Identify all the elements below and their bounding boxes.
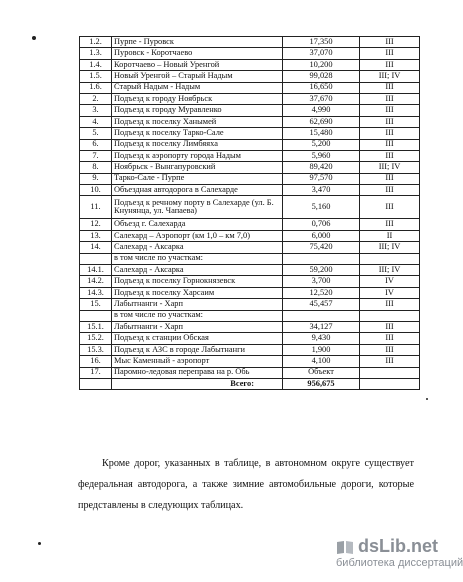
road-length: 37,670 bbox=[283, 93, 360, 104]
row-number: 2. bbox=[80, 93, 112, 104]
road-name: Объездная автодорога в Салехарде bbox=[112, 185, 283, 196]
table-row bbox=[80, 321, 420, 332]
row-number: 4. bbox=[80, 116, 112, 127]
total-label: Всего: bbox=[112, 378, 283, 389]
row-number: 14.3. bbox=[80, 287, 112, 298]
road-name: Подъезд к городу Муравленко bbox=[112, 105, 283, 116]
row-number: 14. bbox=[80, 242, 112, 253]
road-category: IV bbox=[360, 276, 420, 287]
row-number bbox=[80, 310, 112, 321]
road-length: 3,470 bbox=[283, 185, 360, 196]
road-length: 59,200 bbox=[283, 265, 360, 276]
road-category: III bbox=[360, 150, 420, 161]
row-number: 1.2. bbox=[80, 37, 112, 48]
row-number: 10. bbox=[80, 185, 112, 196]
road-name: Подъезд к поселку Лимбяяха bbox=[112, 139, 283, 150]
road-length: 0,706 bbox=[283, 219, 360, 230]
table-row bbox=[80, 253, 420, 264]
table-row bbox=[80, 116, 420, 127]
road-category: III; IV bbox=[360, 242, 420, 253]
road-category: III bbox=[360, 196, 420, 219]
road-length: 1,900 bbox=[283, 344, 360, 355]
road-name: Объезд г. Салехарда bbox=[112, 219, 283, 230]
road-category bbox=[360, 310, 420, 321]
road-category: III bbox=[360, 105, 420, 116]
road-length: 45,457 bbox=[283, 299, 360, 310]
road-category: III; IV bbox=[360, 71, 420, 82]
road-name: в том числе по участкам: bbox=[112, 310, 283, 321]
table-row bbox=[80, 82, 420, 93]
scan-speck bbox=[32, 36, 36, 40]
row-number: 15. bbox=[80, 299, 112, 310]
roads-table-body bbox=[80, 37, 420, 379]
road-length bbox=[283, 253, 360, 264]
road-name: Подъезд к станции Обская bbox=[112, 333, 283, 344]
road-category: III; IV bbox=[360, 162, 420, 173]
road-category bbox=[360, 367, 420, 378]
road-name: Тарко-Сале - Пурпе bbox=[112, 173, 283, 184]
road-category: III bbox=[360, 82, 420, 93]
road-length: 97,570 bbox=[283, 173, 360, 184]
table-row bbox=[80, 37, 420, 48]
road-name: Подъезд к поселку Тарко-Сале bbox=[112, 128, 283, 139]
road-category: III bbox=[360, 116, 420, 127]
table-row bbox=[80, 59, 420, 70]
road-name: Пурпе - Пуровск bbox=[112, 37, 283, 48]
road-name: в том числе по участкам: bbox=[112, 253, 283, 264]
table-row bbox=[80, 344, 420, 355]
road-length: 16,650 bbox=[283, 82, 360, 93]
table-row bbox=[80, 93, 420, 104]
row-number: 15.3. bbox=[80, 344, 112, 355]
table-row bbox=[80, 299, 420, 310]
table-row bbox=[80, 242, 420, 253]
watermark bbox=[336, 536, 463, 576]
row-number bbox=[80, 253, 112, 264]
road-name: Салехард – Аэропорт (км 1,0 – км 7,0) bbox=[112, 230, 283, 241]
table-row bbox=[80, 139, 420, 150]
table-row bbox=[80, 333, 420, 344]
total-num-cell bbox=[80, 378, 112, 389]
road-length: 34,127 bbox=[283, 321, 360, 332]
total-value: 956,675 bbox=[283, 378, 360, 389]
road-length: 75,420 bbox=[283, 242, 360, 253]
road-category: III bbox=[360, 173, 420, 184]
road-category: III bbox=[360, 321, 420, 332]
road-length bbox=[283, 310, 360, 321]
table-row bbox=[80, 367, 420, 378]
road-category: III bbox=[360, 333, 420, 344]
road-category: III bbox=[360, 299, 420, 310]
road-name: Паромно-ледовая переправа на р. Обь bbox=[112, 367, 283, 378]
watermark-logo: dsLib.net bbox=[358, 536, 438, 556]
road-length: 5,200 bbox=[283, 139, 360, 150]
row-number: 8. bbox=[80, 162, 112, 173]
row-number: 14.1. bbox=[80, 265, 112, 276]
row-number: 15.2. bbox=[80, 333, 112, 344]
table-row bbox=[80, 105, 420, 116]
road-name: Новый Уренгой – Старый Надым bbox=[112, 71, 283, 82]
row-number: 1.3. bbox=[80, 48, 112, 59]
scan-speck bbox=[38, 542, 41, 545]
road-category bbox=[360, 253, 420, 264]
road-name: Старый Надым - Надым bbox=[112, 82, 283, 93]
road-length: 4,100 bbox=[283, 356, 360, 367]
road-name: Салехард - Аксарка bbox=[112, 242, 283, 253]
table-row bbox=[80, 356, 420, 367]
road-length: 37,070 bbox=[283, 48, 360, 59]
road-category: III bbox=[360, 37, 420, 48]
table-row bbox=[80, 276, 420, 287]
road-length: 89,420 bbox=[283, 162, 360, 173]
table-row bbox=[80, 219, 420, 230]
road-category: III bbox=[360, 48, 420, 59]
road-length: 3,700 bbox=[283, 276, 360, 287]
road-category: IV bbox=[360, 287, 420, 298]
road-name: Подъезд к речному порту в Салехарде (ул. Б. Кнунянца, ул. Чапаева) bbox=[112, 196, 283, 219]
table-row bbox=[80, 150, 420, 161]
road-category: III bbox=[360, 128, 420, 139]
table-row bbox=[80, 185, 420, 196]
road-name: Подъезд к АЗС в городе Лабытнанги bbox=[112, 344, 283, 355]
road-category: III bbox=[360, 139, 420, 150]
table-row bbox=[80, 173, 420, 184]
road-name: Коротчаево – Новый Уренгой bbox=[112, 59, 283, 70]
book-icon bbox=[336, 539, 354, 555]
table-row bbox=[80, 48, 420, 59]
row-number: 5. bbox=[80, 128, 112, 139]
road-length: 4,990 bbox=[283, 105, 360, 116]
road-length: 5,160 bbox=[283, 196, 360, 219]
row-number: 12. bbox=[80, 219, 112, 230]
row-number: 11. bbox=[80, 196, 112, 219]
row-number: 1.5. bbox=[80, 71, 112, 82]
road-name: Пуровск - Коротчаево bbox=[112, 48, 283, 59]
table-row bbox=[80, 128, 420, 139]
row-number: 6. bbox=[80, 139, 112, 150]
total-row bbox=[80, 378, 420, 389]
row-number: 1.4. bbox=[80, 59, 112, 70]
road-name: Салехард - Аксарка bbox=[112, 265, 283, 276]
watermark-subtitle: библиотека диссертаций bbox=[336, 557, 463, 569]
road-name: Подъезд к аэропорту города Надым bbox=[112, 150, 283, 161]
road-category: II bbox=[360, 230, 420, 241]
road-length: 10,200 bbox=[283, 59, 360, 70]
road-name: Лабытнанги - Харп bbox=[112, 321, 283, 332]
road-length: 17,350 bbox=[283, 37, 360, 48]
road-name: Подъезд к поселку Горнокнязевск bbox=[112, 276, 283, 287]
row-number: 13. bbox=[80, 230, 112, 241]
road-category: III bbox=[360, 344, 420, 355]
table-row bbox=[80, 71, 420, 82]
body-paragraph: Кроме дорог, указанных в таблице, в автономном округе существует федеральная автодорога, а также зимние автомобильные дороги, которые представлены в следующих таблицах. bbox=[78, 458, 414, 511]
table-row bbox=[80, 196, 420, 219]
road-length: Объект bbox=[283, 367, 360, 378]
road-length: 5,960 bbox=[283, 150, 360, 161]
row-number: 7. bbox=[80, 150, 112, 161]
road-category: III bbox=[360, 356, 420, 367]
row-number: 9. bbox=[80, 173, 112, 184]
road-length: 9,430 bbox=[283, 333, 360, 344]
road-name: Ноябрьск - Вынгапуровский bbox=[112, 162, 283, 173]
table-row bbox=[80, 287, 420, 298]
table-row bbox=[80, 310, 420, 321]
road-length: 6,000 bbox=[283, 230, 360, 241]
road-name: Лабытнанги - Харп bbox=[112, 299, 283, 310]
road-category: III bbox=[360, 219, 420, 230]
row-number: 16. bbox=[80, 356, 112, 367]
road-length: 15,480 bbox=[283, 128, 360, 139]
table-row bbox=[80, 265, 420, 276]
road-length: 62,690 bbox=[283, 116, 360, 127]
roads-table bbox=[79, 36, 420, 390]
road-name: Подъезд к поселку Харсаим bbox=[112, 287, 283, 298]
road-length: 12,520 bbox=[283, 287, 360, 298]
scan-speck bbox=[426, 398, 428, 400]
road-category: III bbox=[360, 185, 420, 196]
road-category: III bbox=[360, 59, 420, 70]
row-number: 14.2. bbox=[80, 276, 112, 287]
row-number: 3. bbox=[80, 105, 112, 116]
table-row bbox=[80, 230, 420, 241]
road-name: Подъезд к поселку Ханымей bbox=[112, 116, 283, 127]
road-category: III; IV bbox=[360, 265, 420, 276]
row-number: 1.6. bbox=[80, 82, 112, 93]
row-number: 15.1. bbox=[80, 321, 112, 332]
road-name: Подъезд к городу Ноябрьск bbox=[112, 93, 283, 104]
total-cat-cell bbox=[360, 378, 420, 389]
road-category: III bbox=[360, 93, 420, 104]
road-name: Мыс Каменный - аэропорт bbox=[112, 356, 283, 367]
road-length: 99,028 bbox=[283, 71, 360, 82]
row-number: 17. bbox=[80, 367, 112, 378]
table-row bbox=[80, 162, 420, 173]
